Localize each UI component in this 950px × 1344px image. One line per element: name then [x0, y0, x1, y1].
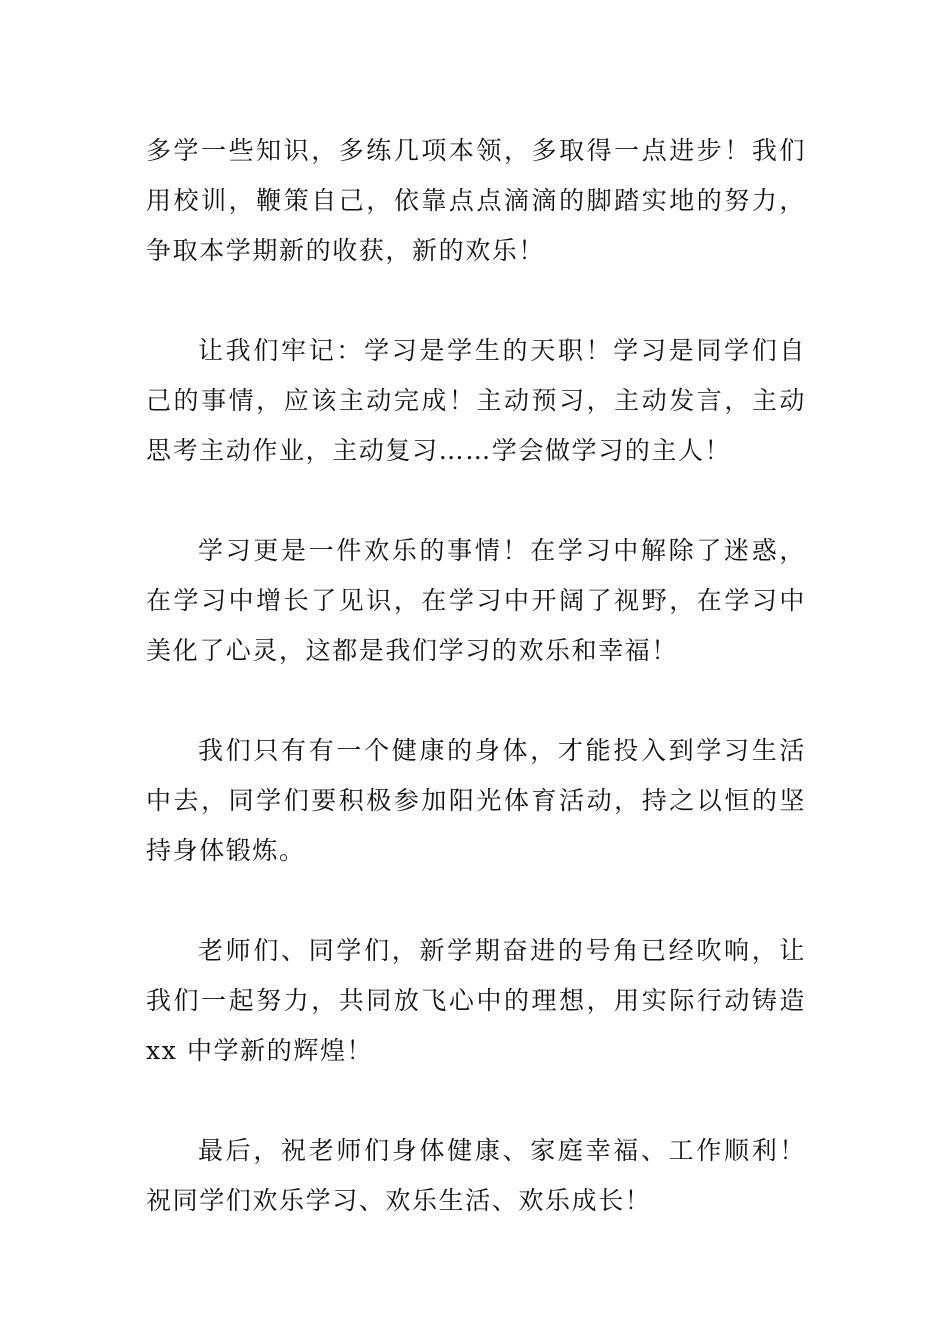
- paragraph-5: 老师们、同学们，新学期奋进的号角已经吹响，让我们一起努力，共同放飞心中的理想，用实际行动铸造 xx 中学新的辉煌！: [146, 936, 806, 1065]
- paragraph-3: 学习更是一件欢乐的事情！在学习中解除了迷惑，在学习中增长了见识，在学习中开阔了视野，在学习中美化了心灵，这都是我们学习的欢乐和幸福！: [146, 536, 806, 665]
- paragraph-2: 让我们牢记：学习是学生的天职！学习是同学们自己的事情，应该主动完成！主动预习，主动发言，主动思考主动作业，主动复习……学会做学习的主人！: [146, 336, 806, 465]
- paragraph-1: 多学一些知识，多练几项本领，多取得一点进步！我们用校训，鞭策自己，依靠点点滴滴的脚踏实地的努力，争取本学期新的收获，新的欢乐！: [146, 136, 806, 265]
- paragraph-4: 我们只有有一个健康的身体，才能投入到学习生活中去，同学们要积极参加阳光体育活动，持之以恒的坚持身体锻炼。: [146, 736, 806, 865]
- paragraph-6: 最后，祝老师们身体健康、家庭幸福、工作顺利！祝同学们欢乐学习、欢乐生活、欢乐成长！: [146, 1136, 806, 1215]
- document-body: [146, 126, 806, 1276]
